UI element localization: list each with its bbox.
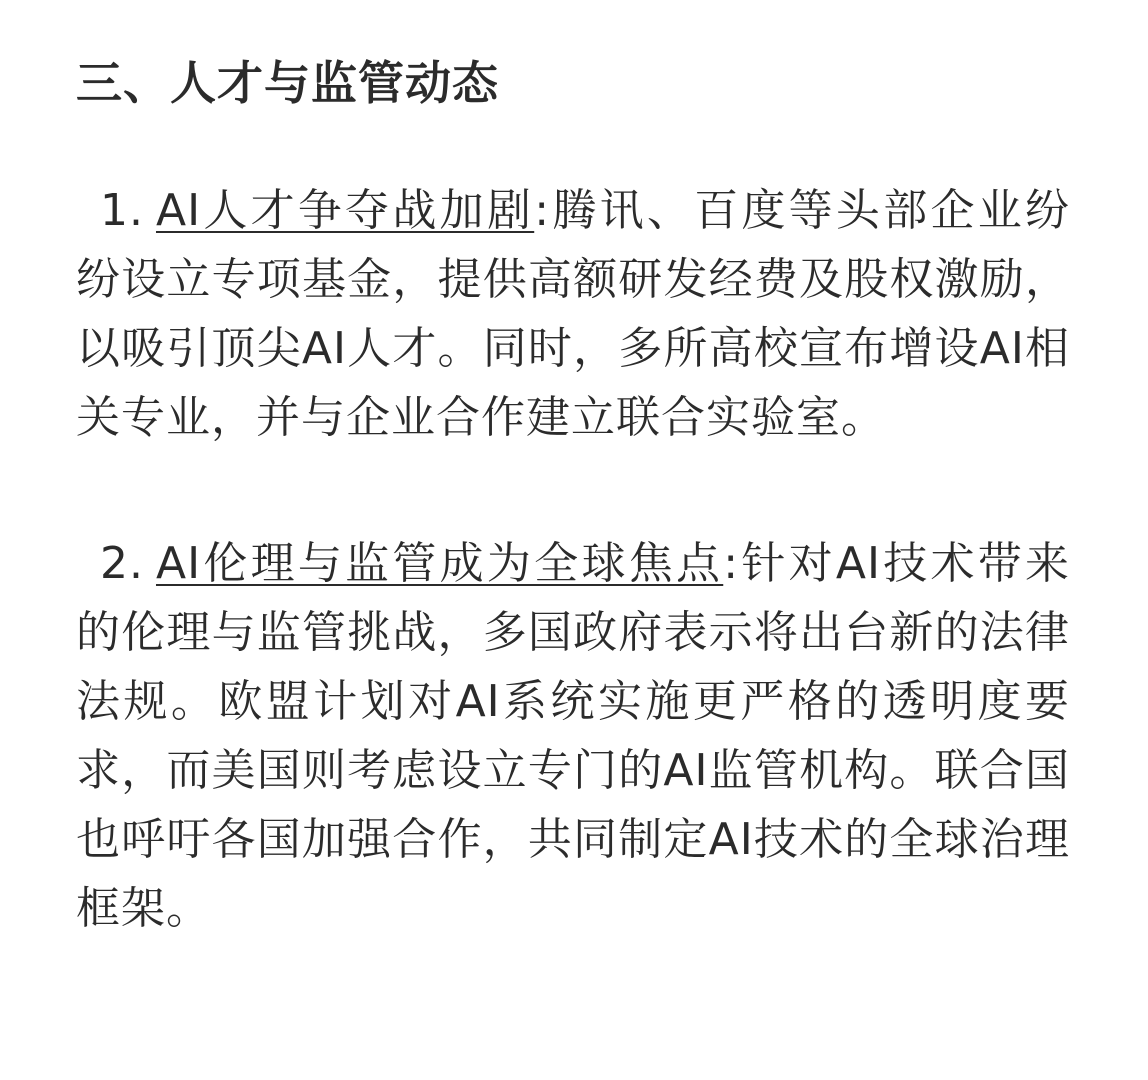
item-number: 1. xyxy=(100,185,144,236)
heading-separator: : xyxy=(534,185,551,236)
list-item-regulation xyxy=(76,529,1070,943)
item-heading-link[interactable]: AI伦理与监管成为全球焦点 xyxy=(155,538,724,589)
section-title: 三、人才与监管动态 xyxy=(76,56,499,110)
item-number: 2. xyxy=(100,538,144,589)
item-heading-link[interactable]: AI人才争夺战加剧 xyxy=(155,185,535,236)
item-body-text: 针对AI技术带来的伦理与监管挑战，多国政府表示将出台新的法律法规。欧盟计划对AI系统实施更严格的透明度要求，而美国则考虑设立专门的AI监管机构。联合国也呼吁各国加强合作，共同制定AI技术的全球治理框架。 xyxy=(76,538,1071,934)
heading-separator: : xyxy=(723,538,740,589)
item-body-text: 腾讯、百度等头部企业纷纷设立专项基金，提供高额研发经费及股权激励，以吸引顶尖AI人才。同时，多所高校宣布增设AI相关专业，并与企业合作建立联合实验室。 xyxy=(76,185,1071,443)
list-item-talent xyxy=(76,176,1070,452)
